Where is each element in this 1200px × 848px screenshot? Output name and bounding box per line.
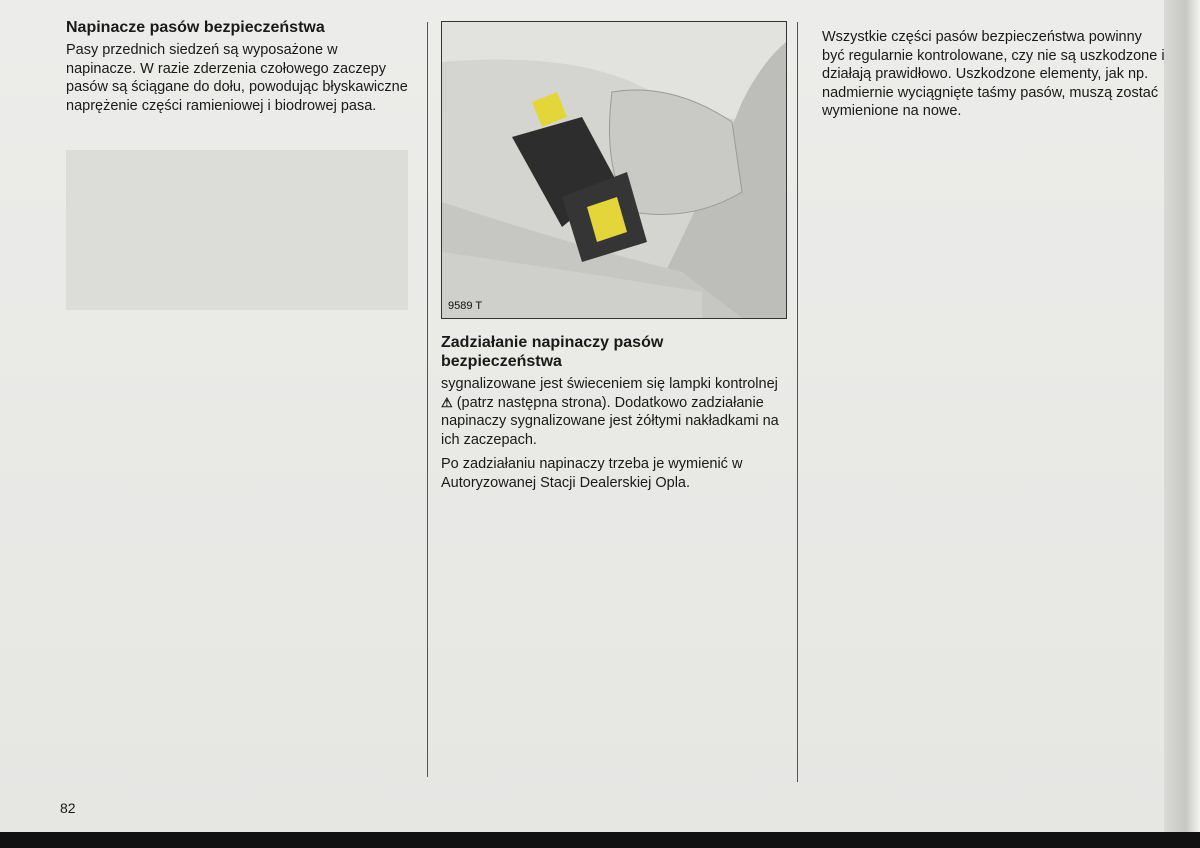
- column-divider-left: [427, 22, 428, 777]
- replacement-note: Po zadziałaniu napinaczy trzeba je wymienić w Autoryzowanej Stacji Dealerskiej Opla.: [441, 456, 743, 491]
- activation-description: [441, 375, 786, 449]
- section-heading-tensioners: Napinacze pasów bezpieczeństwa: [66, 19, 325, 36]
- tensioners-description: Pasy przednich siedzeń są wyposażone w napinacze. W razie zderzenia czołowego zaczepy pasów są ściągane do dołu, powodując błyskawiczne naprężenie części ramieniowej i biodrowej pasa.: [66, 42, 408, 114]
- page-edge: [1164, 0, 1200, 848]
- seatbelt-illustration: [442, 22, 786, 318]
- column-divider-right: [797, 22, 798, 782]
- scan-bottom-edge: [0, 832, 1200, 848]
- inspection-note: Wszystkie części pasów bezpieczeństwa powinny być regularnie kontrolowane, czy nie są uszkodzone i działają prawidłowo. Uszkodzone elementy, jak np. nadmiernie wyciągnięte taśmy pasów, muszą zostać wymienione na nowe.: [822, 29, 1165, 119]
- right-column: [822, 28, 1167, 127]
- seatbelt-buckle-figure: [441, 21, 787, 319]
- middle-column: [441, 333, 786, 498]
- figure-label: 9589 T: [448, 300, 483, 312]
- warning-lamp-icon: ⚠: [441, 394, 453, 410]
- section-heading-activation: Zadziałanie napinaczy pasów bezpieczeństwa: [441, 334, 664, 370]
- background-shadow: [66, 150, 408, 310]
- activation-text-part2: (patrz następna strona). Dodatkowo zadziałanie napinaczy sygnalizowane jest żółtymi nakładkami na ich zaczepach.: [441, 394, 779, 448]
- activation-text-part1: sygnalizowane jest świeceniem się lampki kontrolnej: [441, 376, 778, 392]
- page-number: 82: [60, 800, 76, 816]
- left-column: [66, 18, 411, 121]
